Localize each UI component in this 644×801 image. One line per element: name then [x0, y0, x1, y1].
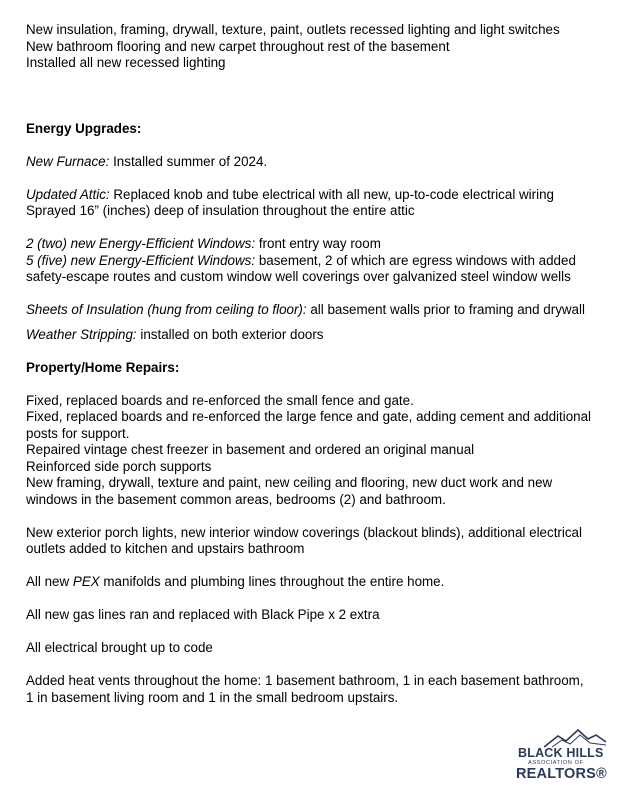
repair-porch: New exterior porch lights, new interior window coverings (blackout blinds), additional electrical outlets added to kitchen and upstairs bathroom	[26, 524, 582, 556]
energy-sheets	[26, 302, 592, 319]
furnace-label: New Furnace:	[26, 153, 110, 169]
repair-gas: All new gas lines ran and replaced with Black Pipe x 2 extra	[26, 607, 380, 622]
furnace-text: Installed summer of 2024.	[109, 153, 268, 169]
repairs-heading: Property/Home Repairs:	[26, 359, 180, 375]
black-hills-realtors-logo	[514, 728, 614, 782]
repair-item: Repaired vintage chest freezer in basement and ordered an original manual	[26, 442, 475, 457]
attic-label: Updated Attic:	[26, 186, 110, 202]
mountain-logo-icon	[544, 728, 606, 748]
pex-post: manifolds and plumbing lines throughout the entire home.	[99, 574, 445, 589]
sheets-label: Sheets of Insulation (hung from ceiling to floor):	[26, 302, 307, 317]
stripping-label: Weather Stripping:	[26, 326, 137, 342]
energy-furnace	[26, 154, 592, 171]
attic-text: Replaced knob and tube electrical with all new, up-to-code electrical wiring Sprayed 16” (inches) deep of insulation throughout the entire attic	[26, 186, 554, 218]
windows-five-label: 5 (five) new Energy-Efficient Windows:	[26, 252, 256, 268]
repair-vents: Added heat vents throughout the home: 1 basement bathroom, 1 in each basement bathroom, 1 in basement living room and 1 in the small bedroom upstairs.	[26, 673, 584, 705]
repair-item: Fixed, replaced boards and re-enforced the small fence and gate.	[26, 392, 414, 408]
sheets-text: all basement walls prior to framing and drywall	[306, 302, 585, 317]
windows-two-text: front entry way room	[255, 236, 381, 251]
intro-line: New insulation, framing, drywall, texture, paint, outlets recessed lighting and light switches	[26, 22, 560, 37]
logo-line2: ASSOCIATION OF	[528, 760, 584, 766]
logo-line1: BLACK HILLS	[518, 746, 604, 760]
intro-line: New bathroom flooring and new carpet throughout rest of the basement	[26, 38, 450, 54]
repair-item: Fixed, replaced boards and re-enforced the large fence and gate, adding cement and additional posts for support.	[26, 409, 592, 441]
intro-line: Installed all new recessed lighting	[26, 55, 226, 70]
document-body	[26, 22, 592, 706]
energy-heading: Energy Upgrades:	[26, 120, 142, 136]
energy-windows-two	[26, 236, 592, 253]
pex-pre: All new	[26, 574, 73, 589]
windows-five-text: basement, 2 of which are egress windows with added safety-escape routes and custom window well coverings over galvanized steel window wells	[26, 252, 576, 284]
windows-two-label: 2 (two) new Energy-Efficient Windows:	[26, 236, 256, 251]
energy-attic	[26, 187, 592, 220]
pex-em: PEX	[72, 574, 100, 589]
stripping-text: installed on both exterior doors	[136, 326, 324, 342]
energy-stripping	[26, 327, 592, 344]
logo-line3: REALTORS®	[516, 766, 607, 782]
repair-electrical: All electrical brought up to code	[26, 640, 213, 655]
repair-pex	[26, 574, 592, 591]
repair-item: New framing, drywall, texture and paint, new ceiling and flooring, new duct work and new windows in the basement common areas, bedrooms (2) and bathroom.	[26, 475, 553, 507]
repair-item: Reinforced side porch supports	[26, 458, 212, 474]
energy-windows-five	[26, 253, 592, 286]
